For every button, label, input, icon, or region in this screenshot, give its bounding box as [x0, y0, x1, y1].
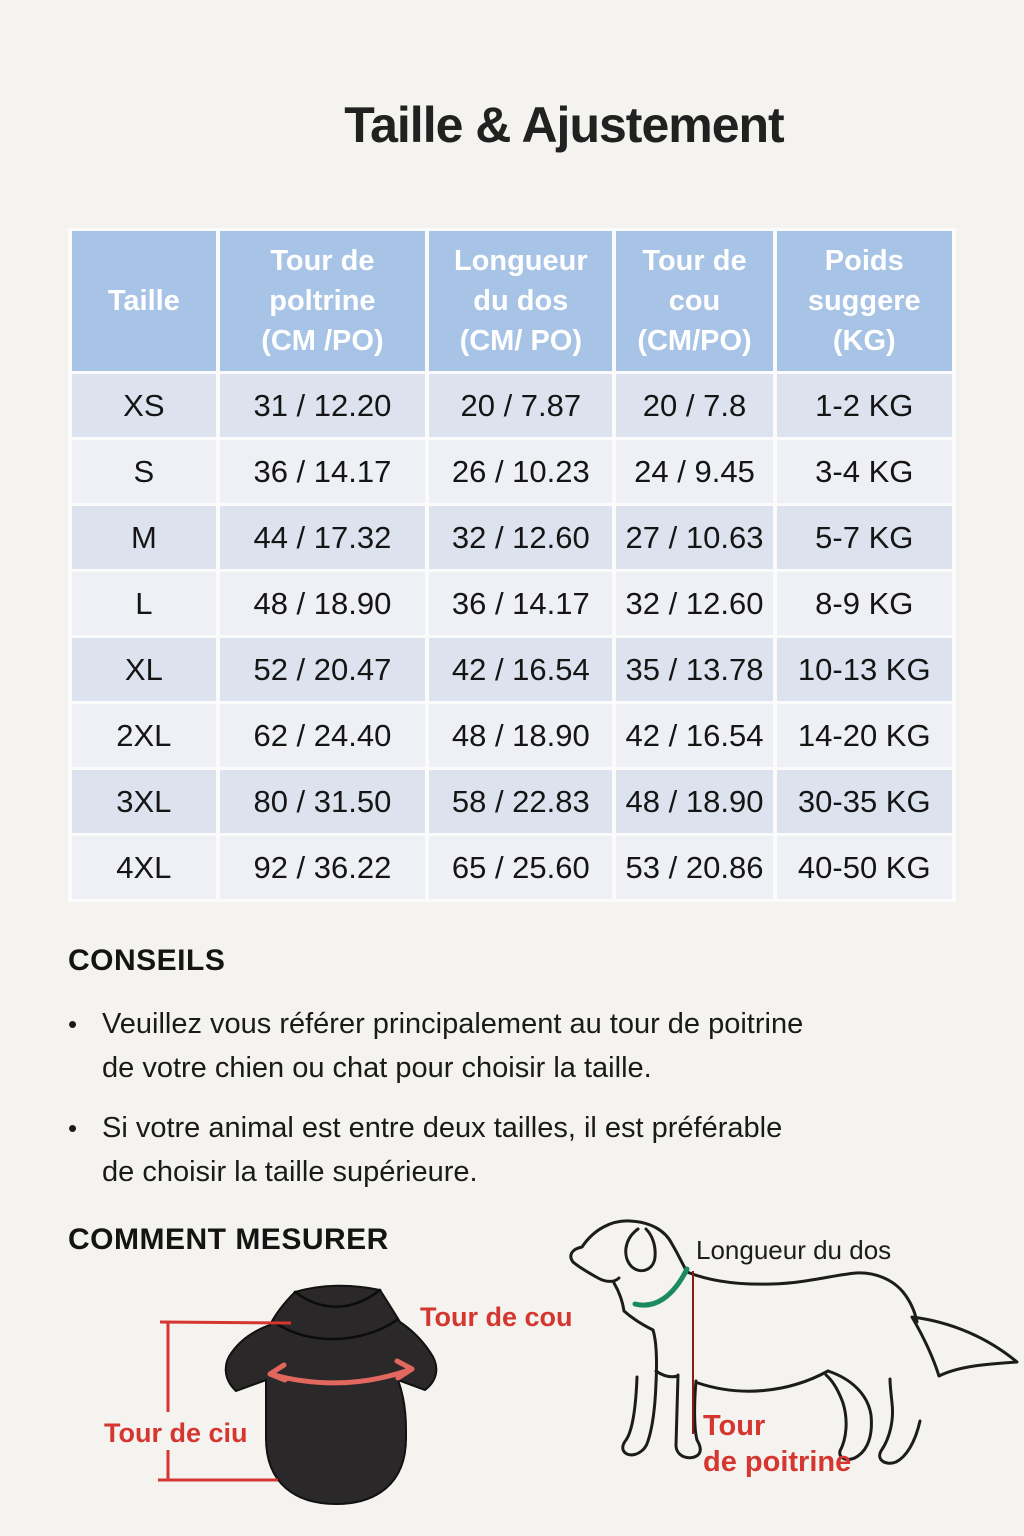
col-header-neck: Tour de cou (CM/PO)	[616, 231, 772, 371]
page-title: Taille & Ajustement	[344, 97, 784, 153]
cell-weight: 10-13 KG	[777, 638, 952, 701]
cell-weight: 5-7 KG	[777, 506, 952, 569]
cell-weight: 3-4 KG	[777, 440, 952, 503]
tip-text: Veuillez vous référer principalement au tour de poitrine de votre chien ou chat pour choisir la taille.	[102, 1008, 804, 1084]
size-chart-table	[68, 228, 956, 902]
cell-chest: 36 / 14.17	[220, 440, 425, 503]
dog-chest-label-line1: Tour	[703, 1410, 766, 1442]
cell-back: 26 / 10.23	[429, 440, 612, 503]
dog-belly	[698, 1371, 828, 1391]
cell-weight: 14-20 KG	[777, 704, 952, 767]
tips-section	[68, 944, 960, 1210]
cell-back: 58 / 22.83	[429, 770, 612, 833]
cell-back: 36 / 14.17	[429, 572, 612, 635]
cell-neck: 35 / 13.78	[616, 638, 772, 701]
table-row	[72, 770, 952, 833]
table-row	[72, 638, 952, 701]
cell-back: 32 / 12.60	[429, 506, 612, 569]
tip-text: Si votre animal est entre deux tailles, il est préférable de choisir la taille supérieure.	[102, 1112, 783, 1188]
cell-size: 4XL	[72, 836, 216, 899]
cell-weight: 8-9 KG	[777, 572, 952, 635]
dog-front-legs	[623, 1330, 700, 1458]
dog-chest-label-line2: de poitrine	[703, 1446, 852, 1478]
col-header-size: Taille	[72, 231, 216, 371]
cell-size: 2XL	[72, 704, 216, 767]
col-header-back-length: Longueur du dos (CM/ PO)	[429, 231, 612, 371]
cell-weight: 40-50 KG	[777, 836, 952, 899]
dog-hind-leg-far	[880, 1379, 920, 1463]
cell-size: XL	[72, 638, 216, 701]
garment-measure-diagram	[60, 1270, 620, 1536]
garment-silhouette	[226, 1286, 437, 1504]
cell-chest: 31 / 12.20	[220, 374, 425, 437]
cell-neck: 42 / 16.54	[616, 704, 772, 767]
cell-weight: 1-2 KG	[777, 374, 952, 437]
table-row	[72, 374, 952, 437]
dog-ear	[626, 1229, 655, 1271]
neck-measure-line	[160, 1322, 291, 1323]
table-row	[72, 506, 952, 569]
dog-jaw-throat	[573, 1262, 653, 1330]
dog-back-length-label: Longueur du dos	[696, 1235, 892, 1265]
col-header-weight: Poids suggere (KG)	[777, 231, 952, 371]
cell-neck: 32 / 12.60	[616, 572, 772, 635]
cell-chest: 48 / 18.90	[220, 572, 425, 635]
table-row	[72, 836, 952, 899]
dog-collar	[635, 1269, 687, 1305]
how-to-measure-heading: COMMENT MESURER	[68, 1223, 389, 1256]
garment-chest-label: Tour de ciu	[104, 1418, 248, 1448]
cell-size: 3XL	[72, 770, 216, 833]
cell-back: 42 / 16.54	[429, 638, 612, 701]
cell-chest: 80 / 31.50	[220, 770, 425, 833]
table-row	[72, 440, 952, 503]
dog-measure-diagram	[560, 1205, 1024, 1536]
table-row	[72, 704, 952, 767]
cell-back: 65 / 25.60	[429, 836, 612, 899]
table-row	[72, 572, 952, 635]
cell-neck: 27 / 10.63	[616, 506, 772, 569]
garment-neck-label: Tour de cou	[420, 1302, 573, 1332]
cell-neck: 53 / 20.86	[616, 836, 772, 899]
cell-neck: 48 / 18.90	[616, 770, 772, 833]
cell-weight: 30-35 KG	[777, 770, 952, 833]
cell-chest: 44 / 17.32	[220, 506, 425, 569]
cell-chest: 62 / 24.40	[220, 704, 425, 767]
table-header-row	[72, 231, 952, 371]
cell-chest: 92 / 36.22	[220, 836, 425, 899]
how-to-measure-section	[0, 1205, 1024, 1536]
cell-neck: 20 / 7.8	[616, 374, 772, 437]
tips-heading: CONSEILS	[68, 944, 226, 977]
cell-size: M	[72, 506, 216, 569]
cell-size: S	[72, 440, 216, 503]
dog-tail	[912, 1317, 1017, 1376]
list-item	[68, 1106, 960, 1194]
bullet-icon: •	[68, 1113, 78, 1143]
cell-back: 20 / 7.87	[429, 374, 612, 437]
cell-chest: 52 / 20.47	[220, 638, 425, 701]
cell-back: 48 / 18.90	[429, 704, 612, 767]
cell-size: L	[72, 572, 216, 635]
col-header-chest: Tour de poltrine (CM /PO)	[220, 231, 425, 371]
bullet-icon: •	[68, 1009, 78, 1039]
tips-list	[68, 1002, 960, 1194]
cell-neck: 24 / 9.45	[616, 440, 772, 503]
list-item	[68, 1002, 960, 1090]
cell-size: XS	[72, 374, 216, 437]
